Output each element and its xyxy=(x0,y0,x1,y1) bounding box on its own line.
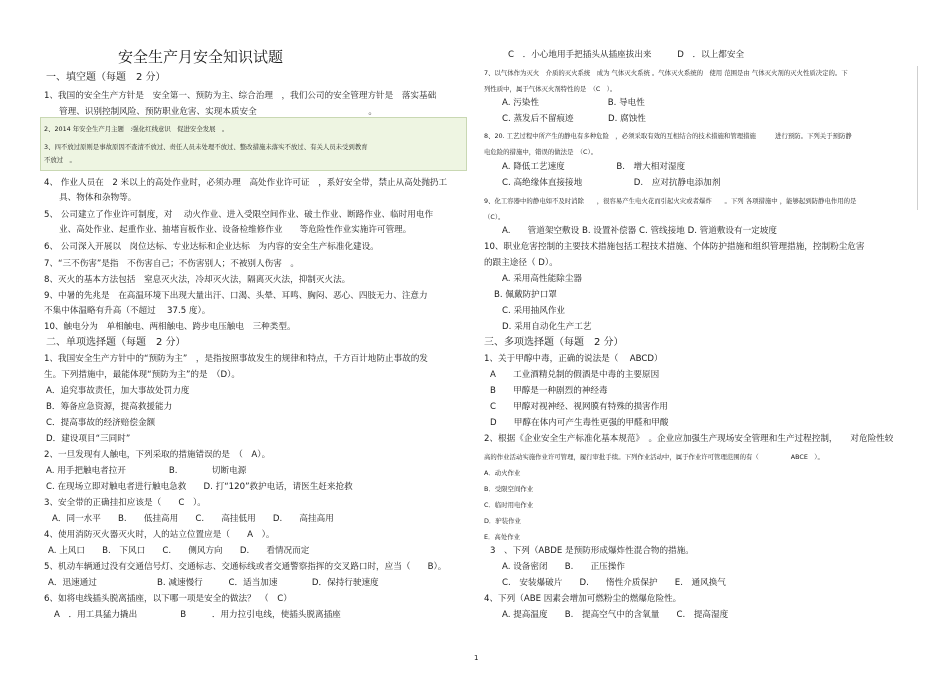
option-line: A. 降低工艺速度 B. 增大相对湿度 xyxy=(502,162,686,172)
question-line: 4、下列（ABE 因素会增加可燃粉尘的燃爆危险性。 xyxy=(484,594,682,604)
option-line: A ．用工具猛力撬出 B ．用力拉引电线，使插头脱离插座 xyxy=(54,610,341,620)
question-line: 的跟主途径（ D）。 xyxy=(484,258,558,268)
question-line: 不集中体温略有升高（不超过 37.5 度）。 xyxy=(44,306,211,316)
question-line: 10、职业危害控制的主要技术措施包括工程技术措施、个体防护措施和组织管理措施，控制粉尘危害 xyxy=(484,242,865,252)
option-line: C．提高事故的经济赔偿金额 xyxy=(46,418,156,428)
question-line: 2、2014 年安全生产月主题 :强化红线意识 促进安全发展 。 xyxy=(44,125,229,133)
question-line: 3、四不放过原则是事故原因不查清不放过、责任人员未处理不放过、整改措施未落实不放过、有关人员未受到教育 xyxy=(44,143,368,151)
option-line: C ．小心地用手把插头从插座拔出来 D ．以上都安全 xyxy=(508,50,745,60)
margin-line xyxy=(917,66,918,210)
question-line: 4、使用消防灭火器灭火时，人的站立位置应是（ A ）。 xyxy=(44,530,275,540)
option-line: A．追究事故责任，加大事故处罚力度 xyxy=(46,386,190,396)
question-line: 8、20. 工艺过程中所产生的静电有多种危险 ，必须采取有效的互相结合的技术措施和管理措施 进行预防。下列关于预防静 xyxy=(484,132,852,140)
question-line: 6、如将电线插头脱离插座，以下哪一项是安全的做法？ （ C） xyxy=(44,594,292,604)
option-line: C 甲醇对视神经、视网膜有特殊的损害作用 xyxy=(490,402,668,412)
question-line: 管理、识别控制风险、预防职业危害、实现本质安全 。 xyxy=(59,107,377,117)
option-line: B 甲醇是一种剧烈的神经毒 xyxy=(490,386,608,396)
option-line: C. 安装爆破片 D. 惰性介质保护 E. 通风换气 xyxy=(502,578,726,588)
question-line: 电危险的措施中，错误的做法是 （C）。 xyxy=(484,148,598,156)
question-line: 3、安全带的正确挂扣应该是（ C ）。 xyxy=(44,498,206,508)
option-line: D. 采用自动化生产工艺 xyxy=(502,322,592,332)
option-line: D．驴装作业 xyxy=(484,517,521,525)
question-line: 具、物体和杂物等。 xyxy=(59,193,137,203)
option-line: B. 佩戴防护口罩 xyxy=(494,290,557,300)
option-line: C. 蒸发后不留痕迹 D. 腐蚀性 xyxy=(502,114,646,124)
question-line: 2、根据《企业安全生产标准化基本规范》 。企业应加强生产现场安全管理和生产过程控制， 对危险性较 xyxy=(484,434,894,444)
question-line: 不放过 。 xyxy=(44,156,76,164)
question-line: 9、中暑的先兆是 在高温环境下出现大量出汗、口渴、头晕、耳鸣、胸闷、恶心、四肢无力、注意力 xyxy=(44,291,428,301)
option-line: A．迅速通过 B. 减速慢行 C．适当加速 D．保持行驶速度 xyxy=(48,578,379,588)
option-line: C．临时用电作业 xyxy=(484,501,534,509)
option-line: A．动火作业 xyxy=(484,469,521,477)
section-heading: 二、单项选择题（每题 2 分） xyxy=(46,337,186,348)
option-line: B．筹备应急资源，提高救援能力 xyxy=(46,402,173,412)
question-line: （C）。 xyxy=(484,213,505,221)
page-title: 安全生产月安全知识试题 xyxy=(118,48,284,66)
question-line: 1、我国安全生产方针中的“预防为主” ，是指按照事故发生的规律和特点，千方百计地防止事故的发 xyxy=(44,354,428,364)
question-line: 2、一旦发现有人触电，下列采取的措施错误的是 （ A）。 xyxy=(44,450,271,460)
option-line: B．受限空间作业 xyxy=(484,485,534,493)
option-line: A．同一水平 B. 低挂高用 C. 高挂低用 D. 高挂高用 xyxy=(52,514,334,524)
question-line: 5、 公司建立了作业许可制度，对 动火作业、进入受限空间作业、破土作业、断路作业、临时用电作 xyxy=(44,210,434,220)
question-line: 5、机动车辆通过没有交通信号灯、交通标志、交通标线或者交通警察指挥的交叉路口时，应当（ B）。 xyxy=(44,562,447,572)
question-line: 10、触电分为 单相触电、两相触电、跨步电压触电 三种类型。 xyxy=(44,322,296,332)
question-line: 业、高处作业、起重作业、抽堵盲板作业、设备检维修作业 等危险性作业实施许可管理。 xyxy=(59,225,412,235)
option-line: E．高处作业 xyxy=(484,533,520,541)
option-line: D 甲醇在体内可产生毒性更强的甲醛和甲酸 xyxy=(490,418,669,428)
question-line: 6、 公司深入开展以 岗位达标、专业达标和企业达标 为内容的安全生产标准化建设。 xyxy=(44,242,379,252)
option-line: A. 用手把触电者拉开 B. 切断电源 xyxy=(46,466,247,476)
option-line: A. 提高温度 B. 提高空气中的含氧量 C. 提高湿度 xyxy=(502,610,729,620)
option-line: A. 污染性 B. 导电性 xyxy=(502,98,645,108)
option-line: A 工业酒精兑制的假酒是中毒的主要原因 xyxy=(490,370,660,380)
option-line: C. 采用抽风作业 xyxy=(502,306,566,316)
question-line: 高的作业活动实施作业许可管理，履行审批手续。下列作业活动中，属于作业许可管理范围的有（ ABCE ）。 xyxy=(484,453,824,461)
question-line: 列性质中，属于气体灭火剂特性的是 （C ）。 xyxy=(484,85,617,93)
section-heading: 一、填空题（每题 2 分） xyxy=(46,72,166,83)
option-line: A. 采用高性能除尘器 xyxy=(502,274,582,284)
option-line: A. 上风口 B. 下风口 C. 侧风方向 D. 看情况而定 xyxy=(48,546,310,556)
question-line: 7、以气体作为灭火 介质的灭火系统 成为 气体灭火系统 。气体灭火系统的 使用 范围是由 气体灭火剂的灭火性质决定的。下 xyxy=(484,69,848,77)
option-line: A. 管道架空敷设 B. 设置补偿器 C. 管线接地 D. 管道敷设有一定坡度 xyxy=(502,226,777,236)
section-heading: 三、多项选择题（每题 2 分） xyxy=(484,337,624,348)
option-line: C. 在现场立即对触电者进行触电急救 D. 打“120”救护电话，请医生赶来抢救 xyxy=(46,482,353,492)
question-line: 4、 作业人员在 2 米以上的高处作业时，必须办理 高处作业许可证 ，系好安全带，禁止从高处抛扔工 xyxy=(44,178,448,188)
question-line: 7、“三不伤害”是指 不伤害自己；不伤害别人；不被别人伤害 。 xyxy=(44,259,299,269)
question-line: 8、灭火的基本方法包括 窒息灭火法，冷却灭火法，隔离灭火法，抑制灭火法。 xyxy=(44,275,351,285)
question-line: 1、关于甲醇中毒，正确的说法是（ ABCD） xyxy=(484,354,663,364)
option-line: D．建设项目“三同时” xyxy=(46,434,131,444)
option-line: C. 高绝缘体直接接地 D. 应对抗静电添加剂 xyxy=(502,178,721,188)
option-line: A. 设备密闭 B. 正压操作 xyxy=(502,562,625,572)
question-line: 3 、下列（ABDE 是预防形成爆炸性混合物的措施。 xyxy=(490,546,694,556)
page-number: 1 xyxy=(474,654,479,662)
question-line: 生。下列措施中，最能体现“预防为主”的是 （D）。 xyxy=(44,370,240,380)
question-line: 1、我国的安全生产方针是 安全第一、预防为主、综合治理 ，我们公司的安全管理方针是 落实基础 xyxy=(44,91,437,101)
question-line: 9、化工容器中的静电如不及时消除 ，很容易产生电火花而引起火灾或者爆炸 。下列 各项措施中 ，能够起到防静电作用的是 xyxy=(484,197,857,205)
